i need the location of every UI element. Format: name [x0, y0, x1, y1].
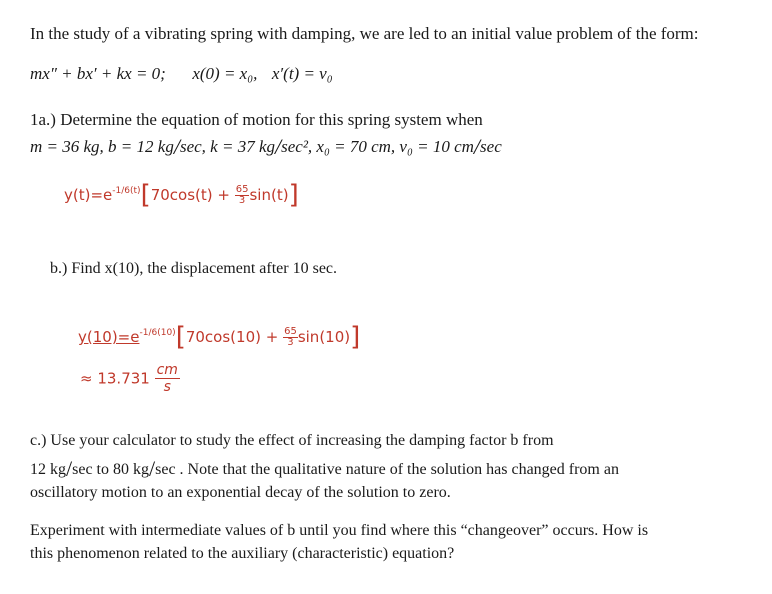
- initial-condition-1: x(0) = x₀,: [192, 64, 258, 83]
- part-b-answer: [78, 322, 360, 352]
- fraction-numerator: 65: [235, 184, 249, 195]
- intro-text: In the study of a vibrating spring with damping, we are led to an initial value problem of the form:: [30, 24, 699, 43]
- param-v0-unit: sec: [480, 137, 502, 156]
- ivp-equation: [30, 64, 333, 84]
- initial-condition-2: x′(t) = v₀: [271, 64, 333, 83]
- unit-numerator: cm: [156, 362, 178, 378]
- slash-glyph: /: [66, 456, 73, 481]
- answer-b-lhs: y(10)=e: [78, 328, 140, 346]
- part-a-answer: [64, 180, 299, 210]
- answer-a-term1: 70cos(t) +: [150, 186, 230, 204]
- answer-a-exponent: -1/6(t): [112, 186, 141, 196]
- param-k: k = 37 kg: [210, 137, 275, 156]
- param-b-unit: sec,: [179, 137, 206, 156]
- answer-b-term2: sin(10): [297, 328, 351, 346]
- part-c-line1: c.) Use your calculator to study the effect of increasing the damping factor b from: [30, 432, 554, 449]
- part-b-approx: [80, 362, 180, 395]
- answer-b-term1: 70cos(10) +: [185, 328, 279, 346]
- ode: mx″ + bx′ + kx = 0;: [30, 64, 166, 83]
- answer-a-term2: sin(t): [249, 186, 289, 204]
- approx-value: ≈ 13.731: [80, 369, 150, 388]
- param-m: m = 36 kg,: [30, 137, 104, 156]
- answer-a-lhs: y(t)=e: [64, 186, 113, 204]
- part-c-line5: this phenomenon related to the auxiliary (characteristic) equation?: [30, 545, 455, 562]
- fraction-numerator: 65: [284, 326, 297, 337]
- answer-b-fraction: [283, 327, 298, 348]
- param-b: b = 12 kg: [108, 137, 174, 156]
- left-bracket-glyph: [: [140, 180, 151, 210]
- part-b-prompt: b.) Find x(10), the displacement after 10 sec.: [50, 260, 338, 277]
- unit-denominator: s: [163, 379, 171, 395]
- slash-glyph: /: [274, 134, 282, 159]
- part-a-params: [30, 134, 502, 160]
- slash-glyph: /: [473, 134, 481, 159]
- left-bracket-glyph: [: [175, 322, 186, 352]
- fraction-denominator: 3: [238, 195, 246, 206]
- param-x0: x₀ = 70 cm,: [316, 137, 396, 156]
- right-bracket-glyph: ]: [288, 180, 299, 210]
- slash-glyph: /: [149, 456, 156, 481]
- param-v0: v₀ = 10 cm: [399, 137, 474, 156]
- slash-glyph: /: [173, 134, 180, 159]
- fraction-denominator: 3: [287, 337, 294, 348]
- part-c-line3: oscillatory motion to an exponential decay of the solution to zero.: [30, 484, 451, 501]
- right-bracket-glyph: ]: [350, 322, 361, 352]
- answer-a-fraction: [235, 185, 250, 206]
- damping-end: sec to 80 kg: [72, 461, 149, 478]
- part-c-line2: [30, 456, 619, 482]
- part-c-line4: Experiment with intermediate values of b until you find where this “changeover” occurs. How is: [30, 522, 649, 539]
- part-c-line2-rest: sec . Note that the qualitative nature of the solution has changed from an: [155, 461, 619, 478]
- answer-b-exponent: -1/6(10): [139, 328, 176, 338]
- damping-start: 12 kg: [30, 461, 66, 478]
- part-a-prompt: 1a.) Determine the equation of motion for this spring system when: [30, 110, 483, 129]
- param-k-unit: sec²,: [281, 137, 313, 156]
- velocity-unit: [155, 362, 180, 395]
